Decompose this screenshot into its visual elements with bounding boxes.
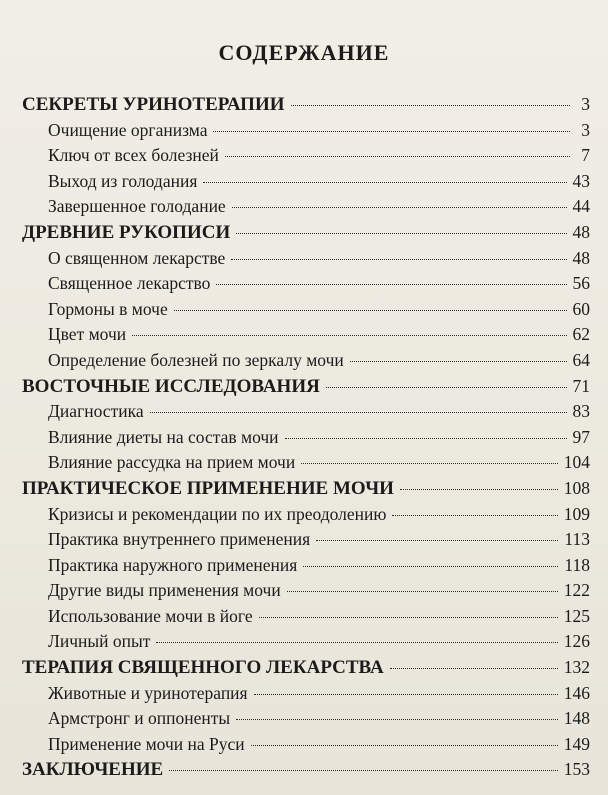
toc-entry-label: ЗАКЛЮЧЕНИЕ xyxy=(22,759,164,781)
toc-section-row xyxy=(22,374,590,400)
toc-section-row xyxy=(22,92,590,118)
dot-leader xyxy=(400,489,558,490)
toc-page-number: 3 xyxy=(581,119,590,140)
toc-page-number: 3 xyxy=(581,94,590,114)
toc-page-number: 62 xyxy=(572,324,590,345)
toc-entry-label: Выход из голодания xyxy=(48,170,198,191)
dot-leader xyxy=(236,719,558,720)
dot-leader xyxy=(203,182,566,183)
toc-section-row xyxy=(22,655,590,681)
toc-page-number: 97 xyxy=(572,426,590,447)
toc-page-number: 71 xyxy=(572,375,590,396)
dot-leader xyxy=(316,540,558,541)
toc-page-number: 149 xyxy=(563,733,590,754)
toc-subsection-row xyxy=(22,399,590,425)
dot-leader xyxy=(392,515,557,516)
toc-entry-label: СЕКРЕТЫ УРИНОТЕРАПИИ xyxy=(22,94,285,115)
toc-entry-label: Ключ от всех болезней xyxy=(48,145,219,166)
toc-subsection-row xyxy=(22,118,590,144)
toc-entry-label: Завершенное голодание xyxy=(48,196,226,217)
toc-entry-label: Кризисы и рекомендации по их преодолению xyxy=(48,503,387,524)
toc-section-row xyxy=(22,476,590,502)
table-of-contents xyxy=(22,92,590,783)
toc-entry-label: Определение болезней по зеркалу мочи xyxy=(48,349,344,370)
toc-entry-label: ТЕРАПИЯ СВЯЩЕННОГО ЛЕКАРСТВА xyxy=(22,657,384,679)
toc-page-number: 132 xyxy=(563,657,590,678)
dot-leader xyxy=(291,105,570,106)
dot-leader xyxy=(216,284,566,285)
dot-leader xyxy=(225,156,570,157)
toc-subsection-row xyxy=(22,706,590,732)
toc-subsection-row xyxy=(22,194,590,220)
toc-subsection-row xyxy=(22,425,590,451)
toc-subsection-row xyxy=(22,169,590,195)
toc-page-number: 104 xyxy=(563,452,590,473)
dot-leader xyxy=(350,361,567,362)
toc-page-number: 43 xyxy=(572,170,590,191)
dot-leader xyxy=(174,310,567,311)
toc-entry-label: ВОСТОЧНЫЕ ИССЛЕДОВАНИЯ xyxy=(22,375,320,397)
dot-leader xyxy=(213,131,570,132)
toc-subsection-row xyxy=(22,732,590,758)
toc-subsection-row xyxy=(22,143,590,169)
toc-subsection-row xyxy=(22,629,590,655)
toc-subsection-row xyxy=(22,681,590,707)
dot-leader xyxy=(231,259,566,260)
toc-entry-label: Другие виды применения мочи xyxy=(48,580,281,601)
toc-subsection-row xyxy=(22,271,590,297)
toc-entry-label: Влияние диеты на состав мочи xyxy=(48,426,279,447)
dot-leader xyxy=(287,591,558,592)
toc-entry-label: Армстронг и оппоненты xyxy=(48,708,231,729)
toc-entry-label: Практика внутреннего применения xyxy=(48,529,311,550)
dot-leader xyxy=(326,387,567,388)
toc-subsection-row xyxy=(22,322,590,348)
toc-entry-label: ДРЕВНИЕ РУКОПИСИ xyxy=(22,221,231,243)
toc-page-number: 118 xyxy=(564,554,590,575)
page-title: СОДЕРЖАНИЕ xyxy=(218,40,390,65)
dot-leader xyxy=(285,438,567,439)
toc-entry-label: Животные и уринотерапия xyxy=(48,682,248,703)
toc-subsection-row xyxy=(22,246,590,272)
toc-entry-label: Священное лекарство xyxy=(48,273,211,294)
toc-page-number: 122 xyxy=(563,580,590,601)
toc-page-number: 153 xyxy=(563,759,590,780)
toc-entry-label: Цвет мочи xyxy=(48,324,127,345)
toc-entry-label: Гормоны в моче xyxy=(48,298,168,319)
dot-leader xyxy=(301,463,558,464)
dot-leader xyxy=(156,642,557,643)
toc-entry-label: Очищение организма xyxy=(48,119,208,140)
toc-section-row xyxy=(22,757,590,783)
toc-subsection-row xyxy=(22,348,590,374)
toc-entry-label: Практика наружного применения xyxy=(48,554,298,575)
dot-leader xyxy=(169,770,558,771)
toc-entry-label: Использование мочи в йоге xyxy=(48,605,253,626)
dot-leader xyxy=(303,566,558,567)
toc-page-number: 113 xyxy=(564,529,590,550)
toc-page-number: 60 xyxy=(572,298,590,319)
toc-page-number: 126 xyxy=(563,631,590,652)
toc-page-number: 83 xyxy=(572,401,590,422)
toc-page-number: 48 xyxy=(572,221,590,242)
toc-page-number: 109 xyxy=(563,503,590,524)
toc-page-number: 64 xyxy=(572,349,590,370)
dot-leader xyxy=(236,233,566,234)
toc-entry-label: Личный опыт xyxy=(48,631,151,652)
toc-subsection-row xyxy=(22,297,590,323)
toc-entry-label: О священном лекарстве xyxy=(48,247,226,268)
toc-subsection-row xyxy=(22,604,590,630)
toc-subsection-row xyxy=(22,578,590,604)
toc-page-number: 148 xyxy=(563,708,590,729)
toc-page-number: 56 xyxy=(572,273,590,294)
toc-page-number: 146 xyxy=(563,682,590,703)
toc-page-number: 108 xyxy=(563,477,590,498)
dot-leader xyxy=(259,617,558,618)
toc-subsection-row xyxy=(22,527,590,553)
toc-subsection-row xyxy=(22,450,590,476)
toc-subsection-row xyxy=(22,502,590,528)
toc-entry-label: Влияние рассудка на прием мочи xyxy=(48,452,296,473)
toc-section-row xyxy=(22,220,590,246)
dot-leader xyxy=(232,207,567,208)
toc-entry-label: ПРАКТИЧЕСКОЕ ПРИМЕНЕНИЕ МОЧИ xyxy=(22,477,394,499)
toc-entry-label: Применение мочи на Руси xyxy=(48,733,245,754)
toc-entry-label: Диагностика xyxy=(48,401,144,422)
toc-subsection-row xyxy=(22,553,590,579)
dot-leader xyxy=(150,412,567,413)
dot-leader xyxy=(132,335,566,336)
dot-leader xyxy=(251,745,558,746)
dot-leader xyxy=(254,694,558,695)
toc-page-number: 48 xyxy=(572,247,590,268)
toc-page-number: 7 xyxy=(581,145,590,166)
dot-leader xyxy=(390,668,558,669)
toc-page-number: 44 xyxy=(572,196,590,217)
toc-page-number: 125 xyxy=(563,605,590,626)
